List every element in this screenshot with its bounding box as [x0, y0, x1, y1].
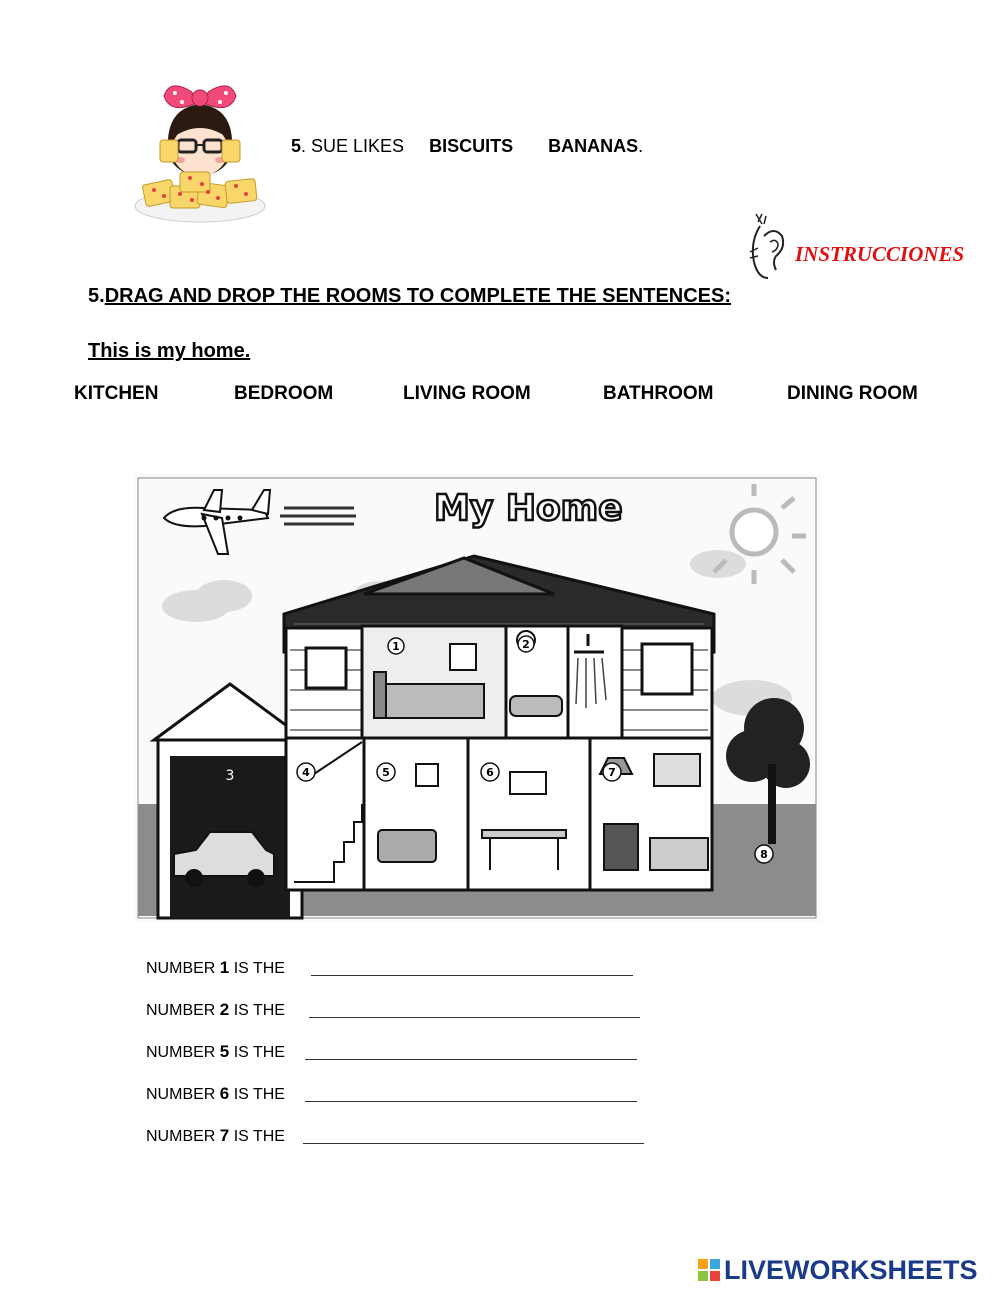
word-kitchen[interactable]: KITCHEN [74, 383, 159, 404]
label-6: 6 [486, 766, 494, 779]
sentence-suffix: IS THE [229, 1128, 285, 1145]
sentence-1 [146, 958, 285, 978]
word-bedroom[interactable]: BEDROOM [234, 383, 334, 404]
liveworksheets-logo-icon [698, 1259, 720, 1281]
brand-name: LIVEWORKSHEETS [724, 1255, 978, 1285]
answer-blank-3[interactable] [305, 1042, 637, 1060]
answer-blank-1[interactable] [311, 958, 633, 976]
sentence-prefix: NUMBER [146, 1128, 220, 1145]
task-number: 5. [88, 285, 105, 307]
question-end: . [638, 136, 644, 156]
sentence-prefix: NUMBER [146, 1002, 220, 1019]
label-3: 3 [225, 768, 235, 784]
answer-blank-2[interactable] [309, 1000, 640, 1018]
option-bananas[interactable]: BANANAS [548, 136, 639, 156]
label-1: 1 [392, 640, 400, 653]
instructions-button[interactable] [746, 212, 986, 282]
label-4: 4 [302, 766, 310, 779]
task-heading [88, 285, 731, 308]
sentence-number: 7 [219, 1126, 230, 1145]
instructions-label: INSTRUCCIONES [795, 242, 965, 266]
question-text: . SUE LIKES [301, 136, 405, 156]
label-7: 7 [608, 766, 616, 779]
my-home-picture [134, 474, 820, 922]
sentence-suffix: IS THE [229, 1086, 285, 1103]
task-title: DRAG AND DROP THE ROOMS TO COMPLETE THE SENTENCES: [104, 285, 732, 307]
sentence-3 [146, 1042, 285, 1062]
sentence-number: 2 [219, 1000, 230, 1019]
sentence-prefix: NUMBER [146, 1044, 220, 1061]
question-number: 5 [291, 136, 302, 156]
listening-ear-icon [746, 212, 792, 282]
sentence-suffix: IS THE [229, 1002, 285, 1019]
sentence-4 [146, 1084, 285, 1104]
girl-eating-biscuits-illustration [130, 78, 270, 226]
word-dining-room[interactable]: DINING ROOM [787, 383, 918, 404]
label-8: 8 [760, 848, 768, 861]
word-living-room[interactable]: LIVING ROOM [403, 383, 531, 404]
sentence-number: 5 [219, 1042, 230, 1061]
sentence-2 [146, 1000, 285, 1020]
sentence-suffix: IS THE [229, 1044, 285, 1061]
answer-blank-4[interactable] [305, 1084, 637, 1102]
question-5 [291, 136, 643, 157]
task-subtitle: This is my home. [88, 340, 251, 362]
picture-title: My Home [434, 488, 623, 529]
sentence-number: 6 [219, 1084, 230, 1103]
option-biscuits[interactable]: BISCUITS [429, 136, 514, 156]
label-2: 2 [522, 638, 530, 651]
sentence-5 [146, 1126, 285, 1146]
sentence-number: 1 [219, 958, 230, 977]
word-bathroom[interactable]: BATHROOM [603, 383, 714, 404]
answer-blank-5[interactable] [303, 1126, 644, 1144]
label-5: 5 [382, 766, 390, 779]
sentence-prefix: NUMBER [146, 960, 220, 977]
sentence-prefix: NUMBER [146, 1086, 220, 1103]
sentence-suffix: IS THE [229, 960, 285, 977]
